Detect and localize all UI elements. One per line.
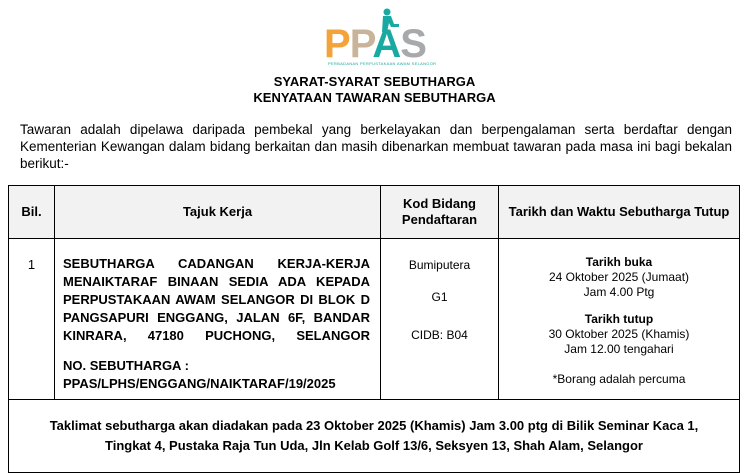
- intro-paragraph: Tawaran adalah dipelawa daripada pembekal yang berkelayakan dan berpengalaman serta berdaftar dengan Kementerian Kewangan dalam bidang berkaitan dan masih dibenarkan membuat tawaran pada masa ini bagi bekalan berikut:-: [20, 122, 732, 171]
- close-time: Jam 12.00 tengahari: [564, 342, 674, 356]
- quotation-number-label: NO. SEBUTHARGA :: [63, 358, 189, 373]
- document-heading: [0, 74, 749, 106]
- close-date: 30 Oktober 2025 (Khamis): [548, 327, 690, 341]
- ppas-logo: PPAS PERBADANAN PERPUSTAKAAN AWAM SELANGOR: [322, 8, 427, 66]
- registration-code-cell: [381, 239, 499, 400]
- header-kod: Kod Bidang Pendaftaran: [381, 186, 499, 239]
- tender-table: [8, 185, 740, 473]
- briefing-line-1: Taklimat sebutharga akan diadakan pada 23 Oktober 2025 (Khamis) Jam 3.00 ptg di Bilik Seminar Kaca 1,: [49, 418, 699, 433]
- quotation-number: PPAS/LPHS/ENGGANG/NAIKTARAF/19/2025: [63, 376, 336, 391]
- open-time: Jam 4.00 Ptg: [583, 285, 655, 299]
- kod-cidb: CIDB: B04: [411, 328, 468, 342]
- work-title-cell: [55, 239, 381, 400]
- header-tarikh: Tarikh dan Waktu Sebutharga Tutup: [499, 186, 740, 239]
- open-date-label: Tarikh buka: [585, 255, 653, 269]
- work-title: SEBUTHARGA CADANGAN KERJA-KERJA MENAIKTARAF BINAAN SEDIA ADA KEPADA PERPUSTAKAAN AWAM SELANGOR DI BLOK D PANGSAPURI ENGGANG, JALAN 6F, BANDAR KINRARA, 47180 PUCHONG, SELANGOR: [63, 256, 370, 343]
- open-date: 24 Oktober 2025 (Jumaat): [548, 270, 690, 284]
- close-date-label: Tarikh tutup: [584, 312, 654, 326]
- header-tajuk: Tajuk Kerja: [55, 186, 381, 239]
- form-free-note: *Borang adalah percuma: [552, 372, 686, 386]
- kod-bumiputera: Bumiputera: [408, 258, 471, 272]
- closing-date-cell: [499, 239, 740, 400]
- briefing-line-2: Tingkat 4, Pustaka Raja Tun Uda, Jln Kelab Golf 13/6, Seksyen 13, Shah Alam, Selangor: [105, 438, 643, 453]
- table-header-row: [9, 186, 740, 239]
- briefing-row: [9, 400, 740, 473]
- heading-line-1: SYARAT-SYARAT SEBUTHARGA: [273, 74, 476, 89]
- kod-grade: G1: [431, 290, 448, 304]
- table-row: [9, 239, 740, 400]
- header-bil: Bil.: [9, 186, 55, 239]
- heading-line-2: KENYATAAN TAWARAN SEBUTHARGA: [253, 90, 496, 105]
- row-number: 1: [9, 239, 55, 400]
- briefing-info: [9, 400, 740, 473]
